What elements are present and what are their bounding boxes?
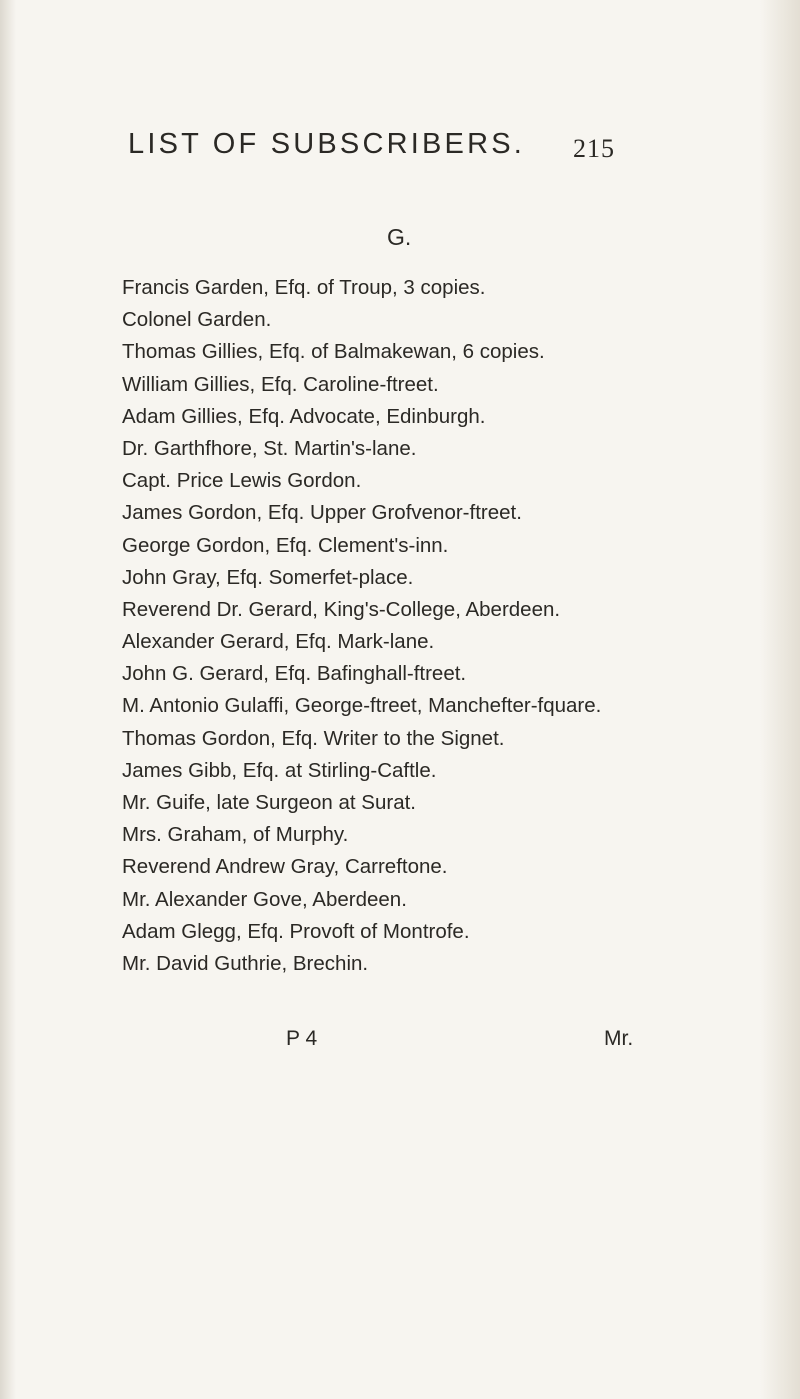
subscriber-entry: Thomas Gillies, Efq. of Balmakewan, 6 copies.: [122, 340, 545, 364]
subscriber-list: [122, 272, 772, 980]
subscriber-entry: Mrs. Graham, of Murphy.: [122, 823, 349, 847]
subscriber-entry: Alexander Gerard, Efq. Mark-lane.: [122, 630, 435, 654]
subscriber-entry: George Gordon, Efq. Clement's-inn.: [122, 533, 449, 557]
subscriber-entry: M. Antonio Gulaffi, George-ftreet, Manchefter-fquare.: [122, 694, 602, 718]
subscriber-entry: John Gray, Efq. Somerfet-place.: [122, 565, 414, 589]
subscriber-entry: Adam Gillies, Efq. Advocate, Edinburgh.: [122, 404, 486, 428]
page-edge-left: [0, 0, 16, 1399]
subscriber-entry: Reverend Dr. Gerard, King's-College, Aberdeen.: [122, 597, 561, 621]
subscriber-entry: Adam Glegg, Efq. Provoft of Montrofe.: [122, 919, 470, 943]
page-number: 215: [573, 134, 615, 163]
subscriber-entry: Thomas Gordon, Efq. Writer to the Signet.: [122, 726, 505, 750]
section-heading: G.: [387, 224, 412, 250]
subscriber-entry: Capt. Price Lewis Gordon.: [122, 469, 362, 493]
subscriber-entry: William Gillies, Efq. Caroline-ftreet.: [122, 372, 439, 396]
subscriber-entry: John G. Gerard, Efq. Bafinghall-ftreet.: [122, 662, 467, 686]
subscriber-entry: Mr. Alexander Gove, Aberdeen.: [122, 887, 407, 911]
catchword: Mr.: [604, 1027, 634, 1050]
subscriber-entry: Colonel Garden.: [122, 308, 272, 332]
subscriber-entry: Dr. Garthfhore, St. Martin's-lane.: [122, 436, 417, 460]
subscriber-entry: James Gibb, Efq. at Stirling-Caftle.: [122, 758, 437, 782]
subscriber-entry: Reverend Andrew Gray, Carreftone.: [122, 855, 448, 879]
subscriber-entry: Mr. David Guthrie, Brechin.: [122, 951, 369, 975]
running-header: LIST OF SUBSCRIBERS.: [128, 128, 526, 160]
subscriber-entry: James Gordon, Efq. Upper Grofvenor-ftreet.: [122, 501, 522, 525]
subscriber-entry: Mr. Guife, late Surgeon at Surat.: [122, 791, 416, 814]
subscriber-entry: Francis Garden, Efq. of Troup, 3 copies.: [122, 276, 486, 299]
signature-mark: P 4: [286, 1027, 318, 1050]
